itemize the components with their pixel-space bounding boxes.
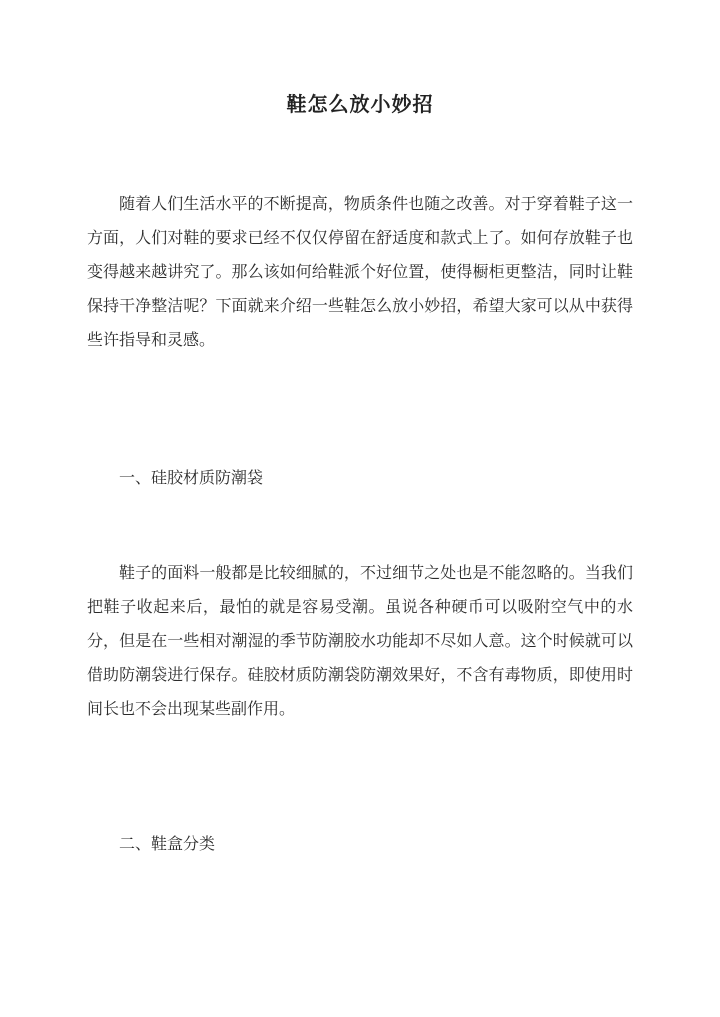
section-heading-2: 二、鞋盒分类	[119, 834, 216, 853]
section-1-paragraph: 鞋子的面料一般都是比较细腻的，不过细节之处也是不能忽略的。当我们把鞋子收起来后，最怕的就是容易受潮。虽说各种硬币可以吸附空气中的水分，但是在一些相对潮湿的季节防潮胶水功能却不尽如人意。这个时候就可以借助防潮袋进行保存。硅胶材质防潮袋防潮效果好，不含有毒物质，即使用时间长也不会出现某些副作用。	[87, 563, 633, 718]
document-title: 鞋怎么放小妙招	[286, 92, 434, 116]
section-heading-1: 一、硅胶材质防潮袋	[119, 468, 264, 487]
intro-paragraph: 随着人们生活水平的不断提高，物质条件也随之改善。对于穿着鞋子这一方面，人们对鞋的要求已经不仅仅停留在舒适度和款式上了。如何存放鞋子也变得越来越讲究了。那么该如何给鞋派个好位置，使得橱柜更整洁，同时让鞋保持干净整洁呢？下面就来介绍一些鞋怎么放小妙招，希望大家可以从中获得些许指导和灵感。	[87, 194, 633, 349]
